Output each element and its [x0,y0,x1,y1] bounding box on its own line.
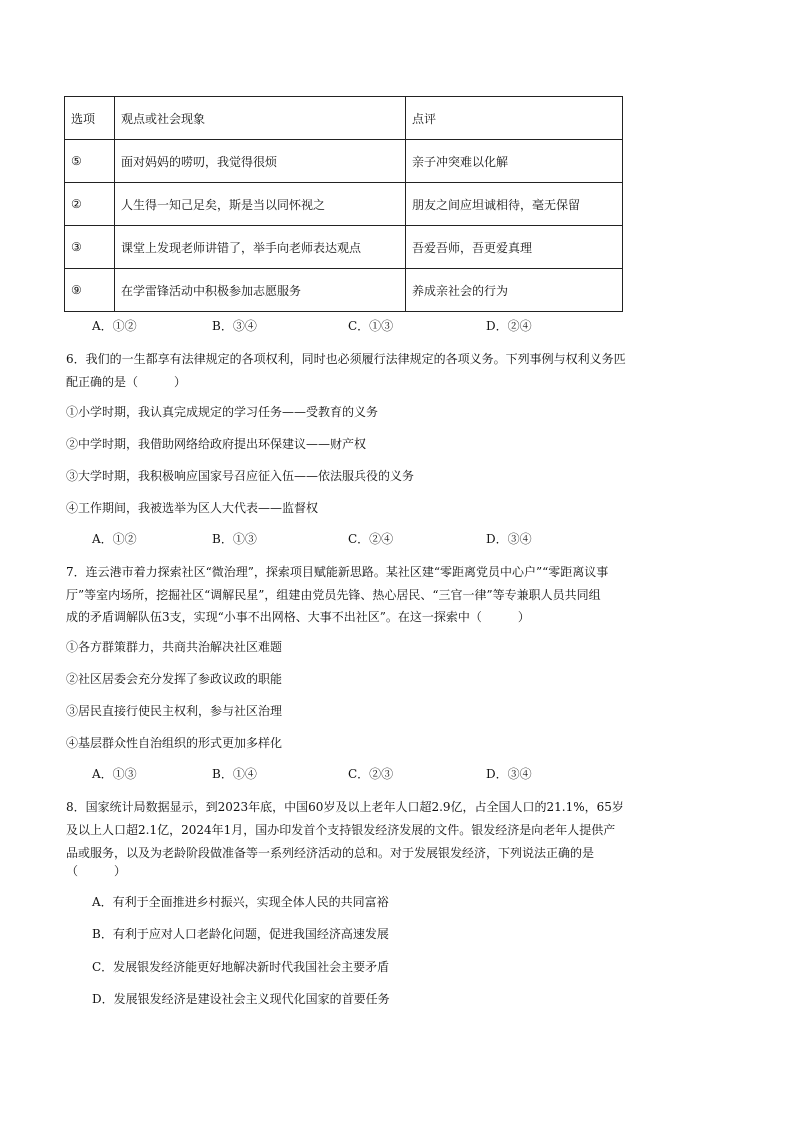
q8-option-c[interactable]: C．发展银发经济能更好地解决新时代我国社会主要矛盾 [92,960,390,974]
choice-a[interactable]: A．①③ [92,767,137,781]
q8-stem-line3: 品或服务，以及为老龄阶段做准备等一系列经济活动的总和。对于发展银发经济，下列说法正确的是 [66,846,595,860]
q7-choices [92,765,592,781]
table-row [65,269,623,312]
table-header-cell: 点评 [406,97,623,140]
table-cell: 吾爱吾师，吾更爱真理 [406,226,623,269]
q6-item: ④工作期间，我被选举为区人大代表——监督权 [66,501,319,515]
q7-item: ④基层群众性自治组织的形式更加多样化 [66,736,283,750]
q7-stem-line2: 厅”等室内场所，挖掘社区“调解民星”，组建由党员先锋、热心居民、“三官一律”等专兼职人员共同组 [66,588,601,602]
q7-item: ③居民直接行使民主权利，参与社区治理 [66,704,283,718]
table-row [65,140,623,183]
choice-b[interactable]: B．③④ [212,319,257,333]
q6-stem-line1: 6．我们的一生都享有法律规定的各项权利，同时也必须履行法律规定的各项义务。下列事例与权利义务匹 [66,352,626,366]
table-cell: 在学雷锋活动中积极参加志愿服务 [115,269,406,312]
q8-stem-line4: （ ） [66,864,127,878]
q7-item: ②社区居委会充分发挥了参政议政的职能 [66,672,283,686]
choice-d[interactable]: D．③④ [486,767,532,781]
table-cell: 面对妈妈的唠叨，我觉得很烦 [115,140,406,183]
table-cell: 课堂上发现老师讲错了，举手向老师表达观点 [115,226,406,269]
q8-stem-line2: 及以上人口超2.1亿，2024年1月，国办印发首个支持银发经济发展的文件。银发经济是向老年人提供产 [66,823,616,837]
choice-b[interactable]: B．①③ [212,532,257,546]
q5-choices [92,317,592,333]
choice-a[interactable]: A．①② [92,319,137,333]
table-cell: 养成亲社会的行为 [406,269,623,312]
options-table [64,96,623,312]
table-cell: ② [65,183,115,226]
q8-option-a[interactable]: A．有利于全面推进乡村振兴，实现全体人民的共同富裕 [92,895,389,909]
q8-option-d[interactable]: D．发展银发经济是建设社会主义现代化国家的首要任务 [92,992,390,1006]
q8-stem-line1: 8．国家统计局数据显示，到2023年底，中国60岁及以上老年人口超2.9亿，占全国人口的21.1%，65岁 [66,800,624,814]
table-header-cell: 选项 [65,97,115,140]
q6-item: ③大学时期，我积极响应国家号召应征入伍——依法服兵役的义务 [66,469,415,483]
table-header-row [65,97,623,140]
choice-a[interactable]: A．①② [92,532,137,546]
q7-item: ①各方群策群力，共商共治解决社区难题 [66,640,283,654]
table-header-cell: 观点或社会现象 [115,97,406,140]
choice-b[interactable]: B．①④ [212,767,257,781]
table-cell: ⑨ [65,269,115,312]
q6-stem-line2: 配正确的是（ ） [66,375,187,389]
q7-stem-line1: 7．连云港市着力探索社区“微治理”，探索项目赋能新思路。某社区建“零距离党员中心户”“零距离议事 [66,565,609,579]
table-row [65,183,623,226]
table-cell: 人生得一知己足矣，斯是当以同怀视之 [115,183,406,226]
table-cell: ③ [65,226,115,269]
q6-item: ①小学时期，我认真完成规定的学习任务——受教育的义务 [66,405,379,419]
choice-d[interactable]: D．②④ [486,319,532,333]
table-cell: 亲子冲突难以化解 [406,140,623,183]
choice-d[interactable]: D．③④ [486,532,532,546]
table-row [65,226,623,269]
q6-item: ②中学时期，我借助网络给政府提出环保建议——财产权 [66,437,367,451]
q8-option-b[interactable]: B．有利于应对人口老龄化问题，促进我国经济高速发展 [92,927,389,941]
choice-c[interactable]: C．②③ [348,767,394,781]
q6-choices [92,530,592,546]
choice-c[interactable]: C．①③ [348,319,394,333]
choice-c[interactable]: C．②④ [348,532,394,546]
table-cell: ⑤ [65,140,115,183]
q7-stem-line3: 成的矛盾调解队伍3支，实现“小事不出网格、大事不出社区”。在这一探索中（ ） [66,610,530,624]
table-cell: 朋友之间应坦诚相待，毫无保留 [406,183,623,226]
